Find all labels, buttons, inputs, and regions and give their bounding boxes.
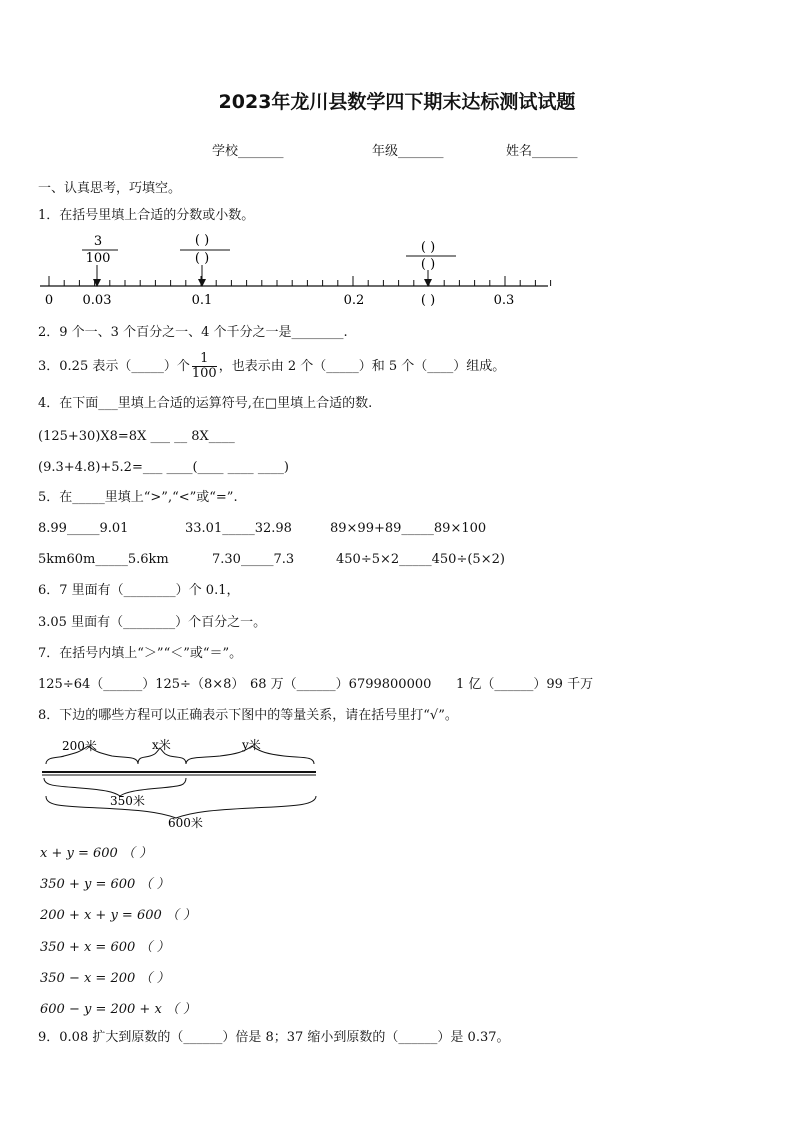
equation-option: 350 + x = 600 （ ） [40, 940, 170, 955]
compare-item: 5km60m_____5.6km [38, 552, 169, 567]
grade-field: 年级_______ [372, 144, 444, 159]
question-4: 4．在下面___里填上合适的运算符号,在□里填上合适的数. [38, 396, 373, 411]
question-9: 9．0.08 扩大到原数的（______）倍是 8；37 缩小到原数的（______）是 0.37。 [38, 1030, 510, 1045]
blank-denominator: ( ) [194, 251, 210, 266]
question-8: 8．下边的哪些方程可以正确表示下图中的等量关系，请在括号里打“√”。 [38, 708, 458, 723]
equation-option: 350 + y = 600 （ ） [40, 877, 170, 892]
label-y: y米 [242, 738, 261, 752]
compare-item: 7.30_____7.3 [212, 552, 295, 567]
svg-text:0.2: 0.2 [343, 293, 365, 308]
question-3: 3．0.25 表示（_____）个 $\frac{1}{100}$ ，也表示由 2 个（_____）和 5 个（____）组成。 [38, 351, 506, 381]
blank-numerator: ( ) [194, 233, 210, 248]
label-200: 200米 [62, 739, 97, 753]
number-line [36, 232, 556, 312]
equation-option: 350 − x = 200 （ ） [40, 971, 170, 986]
fraction-denominator: 100 [85, 251, 111, 266]
svg-text:0.3: 0.3 [493, 293, 515, 308]
question-5: 5．在_____里填上“>”,“<”或“=”. [38, 490, 238, 505]
fraction: $\frac{1}{100}$ [191, 351, 217, 381]
equation-option: 200 + x + y = 600 （ ） [40, 908, 197, 923]
label-x: x米 [152, 738, 171, 752]
question-7: 7．在括号内填上“＞”“＜”或“＝”。 [38, 646, 243, 661]
question-4-line1: (125+30)X8=8X ___ __ 8X____ [38, 429, 235, 444]
label-350: 350米 [110, 794, 145, 808]
question-1: 1．在括号里填上合适的分数或小数。 [38, 208, 255, 223]
svg-text:( ): ( ) [420, 293, 436, 308]
fraction-numerator: 3 [93, 234, 103, 249]
compare-item: 125÷64（______）125÷（8×8） [38, 677, 245, 692]
question-6b: 3.05 里面有（________）个百分之一。 [38, 615, 267, 630]
compare-item: 89×99+89_____89×100 [330, 521, 487, 536]
question-6a: 6．7 里面有（________）个 0.1， [38, 583, 240, 598]
question-2: 2．9 个一、3 个百分之一、4 个千分之一是________. [38, 325, 348, 340]
segment-diagram [40, 734, 330, 834]
section-heading: 一、认真思考，巧填空。 [38, 181, 182, 196]
school-field: 学校_______ [212, 144, 284, 159]
blank-numerator-2: ( ) [420, 240, 436, 255]
compare-item: 1 亿（______）99 千万 [456, 677, 594, 692]
label-600: 600米 [168, 816, 203, 830]
equation-option: 600 − y = 200 + x （ ） [40, 1002, 197, 1017]
compare-item: 450÷5×2_____450÷(5×2) [336, 552, 505, 567]
page-title: 2023年龙川县数学四下期末达标测试试题 [218, 91, 576, 113]
svg-text:0.1: 0.1 [191, 293, 213, 308]
blank-denominator-2: ( ) [420, 257, 436, 272]
question-4-line2: (9.3+4.8)+5.2=___ ____(____ ____ ____) [38, 460, 289, 475]
equation-option: x + y = 600 （ ） [40, 846, 153, 861]
compare-item: 33.01_____32.98 [185, 521, 292, 536]
svg-text:0.03: 0.03 [82, 293, 112, 308]
compare-item: 68 万（______）6799800000 [250, 677, 432, 692]
svg-text:0: 0 [44, 293, 54, 308]
compare-item: 8.99_____9.01 [38, 521, 129, 536]
name-field: 姓名_______ [506, 144, 578, 159]
